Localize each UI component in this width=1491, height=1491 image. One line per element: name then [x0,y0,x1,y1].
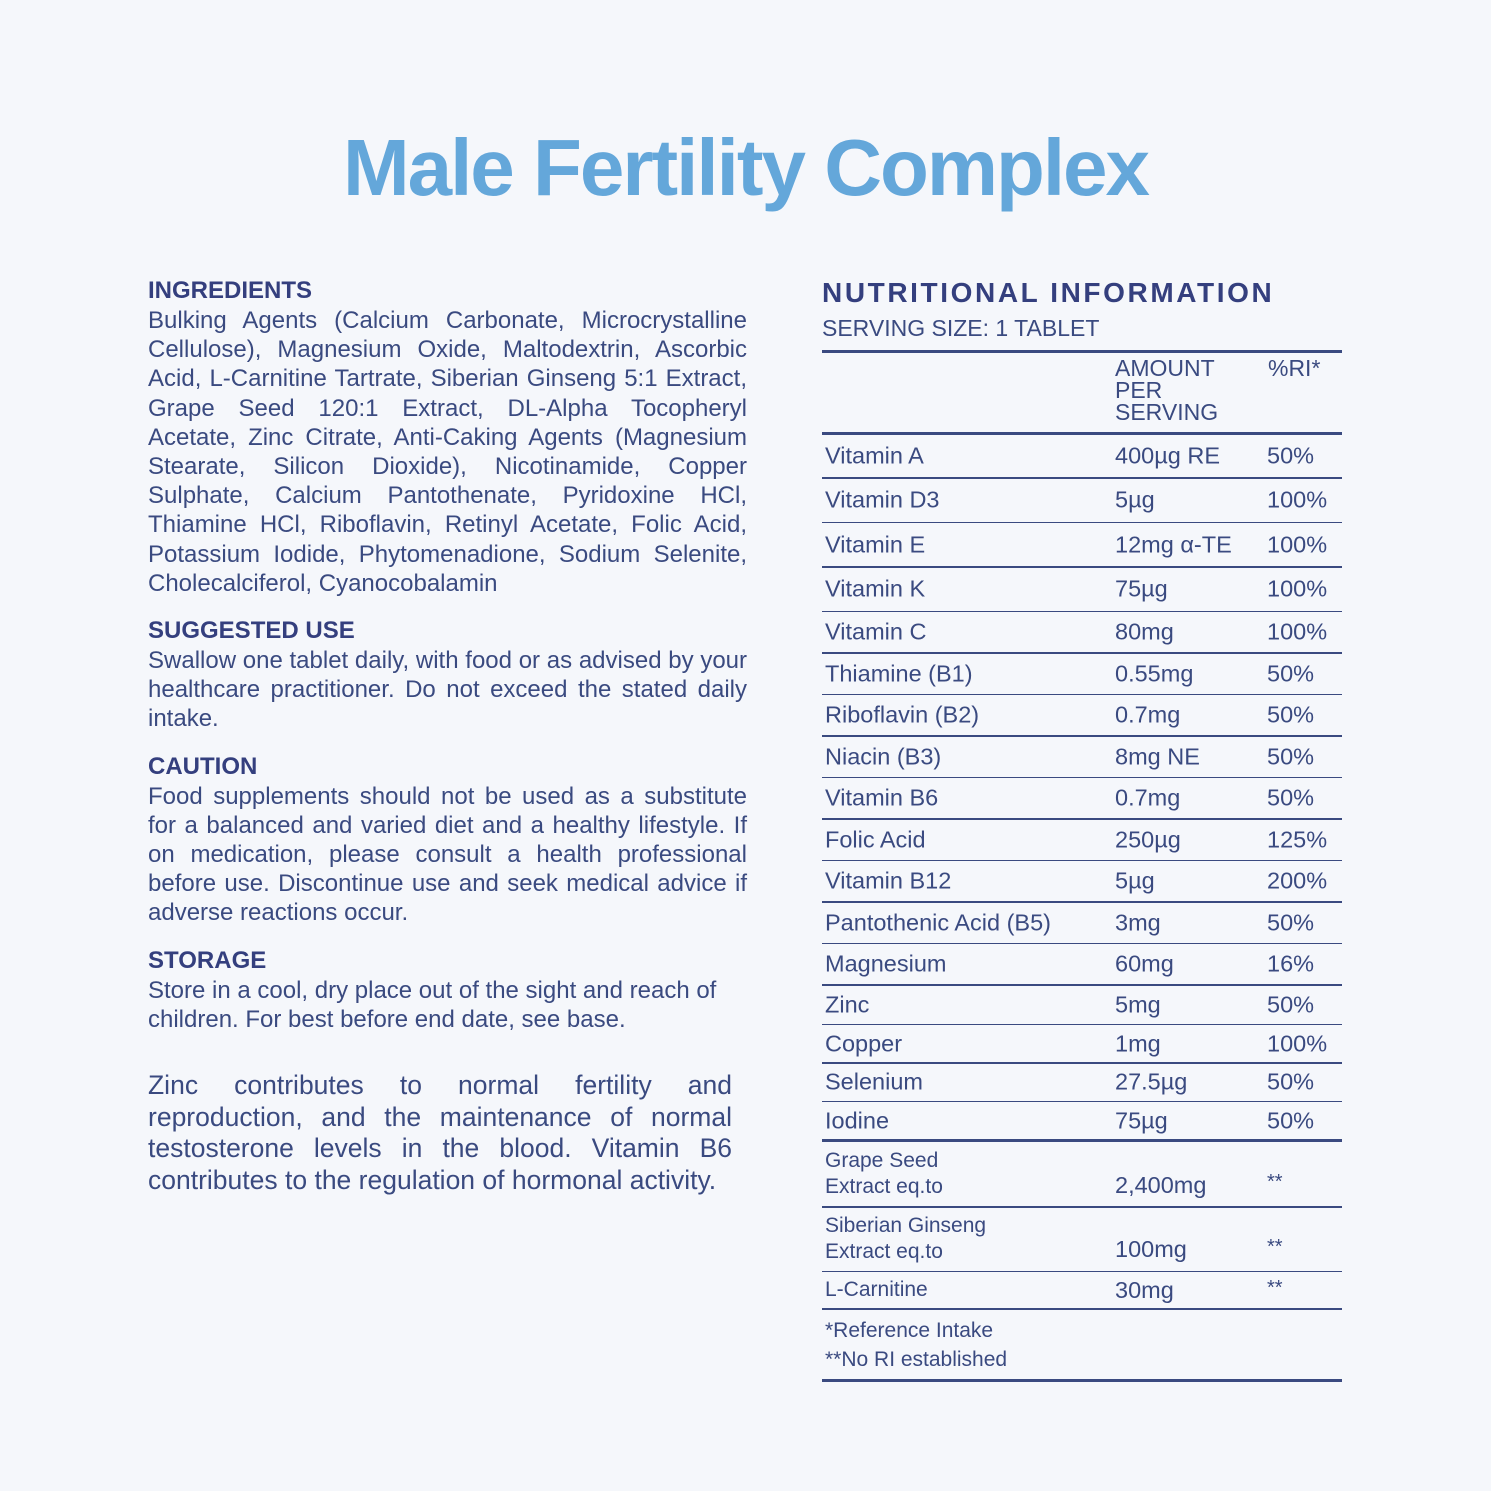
nutrient-amount: 80mg [1115,618,1174,645]
nutrient-name: Copper [825,1030,903,1056]
extract-name: Grape Seed Extract eq.to [825,1149,943,1198]
nutrient-row [822,820,1342,860]
nutrient-row [822,435,1342,477]
extract-row [822,1142,1342,1206]
table-header [822,353,1342,432]
suggested-use-heading: SUGGESTED USE [148,617,355,645]
nutrient-amount: 3mg [1115,909,1161,935]
table-bottom-rule [822,1379,1342,1382]
nutrient-name: Zinc [825,991,870,1017]
footnotes [822,1310,1342,1379]
storage-heading: STORAGE [148,946,267,974]
extract-name: Siberian Ginseng Extract eq.to [825,1213,987,1263]
nutrient-name: Vitamin K [825,575,926,602]
label-text-column [148,276,747,1223]
caution-heading: CAUTION [148,752,258,780]
nutrient-ri: 16% [1267,950,1315,977]
extract-amount: 100mg [1115,1235,1187,1262]
nutrient-name: Vitamin B6 [825,784,939,811]
nutrient-amount: 0.7mg [1115,784,1181,811]
amount-column-header: AMOUNT PER SERVING [1115,355,1219,425]
caution-text: Food supplements should not be used as a substitute for a balanced and varied diet and a healthy lifestyle. If on medication, please consult a health professional before use. Discontinue use and seek medical advice if adverse reactions occur. [148,782,747,927]
nutrient-amount: 0.7mg [1115,701,1181,728]
nutrient-name: Niacin (B3) [825,743,942,769]
nutrient-ri: 50% [1267,991,1315,1017]
nutrient-name: Thiamine (B1) [825,660,973,686]
storage-text: Store in a cool, dry place out of the sight and reach of children. For best before end date, see base. [148,976,717,1033]
nutrient-row [822,568,1342,611]
nutrient-row [822,903,1342,943]
nutrient-amount: 5mg [1115,991,1161,1017]
nutrient-row [822,861,1342,901]
nutrient-name: Magnesium [825,950,947,977]
nutrient-ri: 200% [1267,867,1328,894]
nutrient-ri: 100% [1267,486,1328,513]
nutrient-name: Vitamin B12 [825,867,952,894]
nutrient-amount: 60mg [1115,950,1174,977]
nutrient-amount: 400µg RE [1115,442,1220,469]
nutrient-amount: 75µg [1115,1107,1168,1133]
extract-name: L-Carnitine [825,1278,928,1301]
nutrient-row [822,612,1342,652]
nutrient-name: Vitamin C [825,618,927,645]
nutrient-amount: 8mg NE [1115,743,1200,769]
nutrient-row [822,986,1342,1024]
page-title: Male Fertility Complex [342,123,1149,212]
nutrient-row [822,695,1342,735]
nutrient-row [822,737,1342,777]
nutrient-ri: 100% [1267,575,1328,602]
nutrient-amount: 27.5µg [1115,1068,1188,1095]
nutrient-name: Vitamin D3 [825,486,940,513]
nutrient-rows [822,435,1342,1139]
nutrition-heading: NUTRITIONAL INFORMATION [822,277,1275,308]
nutrient-amount: 250µg [1115,826,1181,852]
nutrient-amount: 0.55mg [1115,660,1194,686]
nutrient-row [822,523,1342,566]
nutrient-ri: 50% [1267,660,1315,686]
ri-column-header: %RI* [1268,355,1321,381]
nutrient-name: Riboflavin (B2) [825,701,980,728]
nutrient-name: Vitamin E [825,531,926,557]
nutrient-ri: 50% [1267,701,1315,728]
ingredients-heading: INGREDIENTS [148,277,313,304]
extract-amount: 30mg [1115,1277,1174,1303]
nutrient-name: Iodine [825,1107,890,1133]
nutrient-name: Vitamin A [825,442,924,469]
extract-amount: 2,400mg [1115,1172,1207,1198]
footnote-reference-intake: *Reference Intake [825,1318,994,1342]
nutrient-row [822,1025,1342,1062]
nutrient-ri: 50% [1267,784,1315,811]
nutrient-name: Selenium [825,1068,923,1095]
nutrition-panel [822,276,1342,1382]
extract-row [822,1272,1342,1308]
nutrient-ri: 50% [1267,1068,1315,1095]
extract-ri: ** [1267,1277,1283,1299]
extract-rows [822,1142,1342,1310]
nutrient-ri: 50% [1267,743,1315,769]
nutrient-ri: 50% [1267,442,1315,469]
footnote-no-ri: **No RI established [825,1347,1008,1371]
nutrient-ri: 125% [1267,826,1328,852]
nutrient-amount: 5µg [1115,486,1155,513]
nutrient-amount: 5µg [1115,867,1155,894]
suggested-use-text: Swallow one tablet daily, with food or as advised by your healthcare practitioner. Do not exceed the stated daily intake. [148,647,747,733]
nutrient-row [822,944,1342,984]
nutrient-ri: 100% [1267,618,1328,645]
extract-ri: ** [1267,1171,1283,1193]
nutrient-ri: 100% [1267,531,1328,557]
nutrient-amount: 75µg [1115,575,1168,602]
nutrient-row [822,778,1342,818]
ingredients-text: Bulking Agents (Calcium Carbonate, Microcrystalline Cellulose), Magnesium Oxide, Maltodextrin, Ascorbic Acid, L-Carnitine Tartrate, Siberian Ginseng 5:1 Extract, Grape Seed 120:1 Extract, DL-Alpha Tocopheryl Acetate, Zinc Citrate, Anti-Caking Agents (Magnesium Stearate, Silicon Dioxide), Nicotinamide, Copper Sulphate, Calcium Pantothenate, Pyridoxine HCl, Thiamine HCl, Riboflavin, Retinyl Acetate, Folic Acid, Potassium Iodide, Phytomenadione, Sodium Selenite, Cholecalciferol, Cyanocobalamin [148,307,747,597]
extract-row [822,1208,1342,1271]
nutrient-ri: 50% [1267,909,1315,935]
nutrient-row [822,654,1342,694]
nutrient-ri: 50% [1267,1107,1315,1133]
nutrient-amount: 1mg [1115,1030,1161,1056]
nutrient-ri: 100% [1267,1030,1328,1056]
nutrient-name: Folic Acid [825,826,926,852]
extract-ri: ** [1267,1235,1283,1258]
nutrient-amount: 12mg α-TE [1115,531,1232,557]
health-claim-text: Zinc contributes to normal fertility and reproduction, and the maintenance of normal testosterone levels in the blood. Vitamin B6 contributes to the regulation of hormonal activity. [148,1070,732,1195]
nutrient-row [822,479,1342,522]
nutrient-row [822,1102,1342,1139]
nutrient-row [822,1064,1342,1101]
serving-size: SERVING SIZE: 1 TABLET [822,315,1100,341]
nutrient-name: Pantothenic Acid (B5) [825,909,1051,935]
